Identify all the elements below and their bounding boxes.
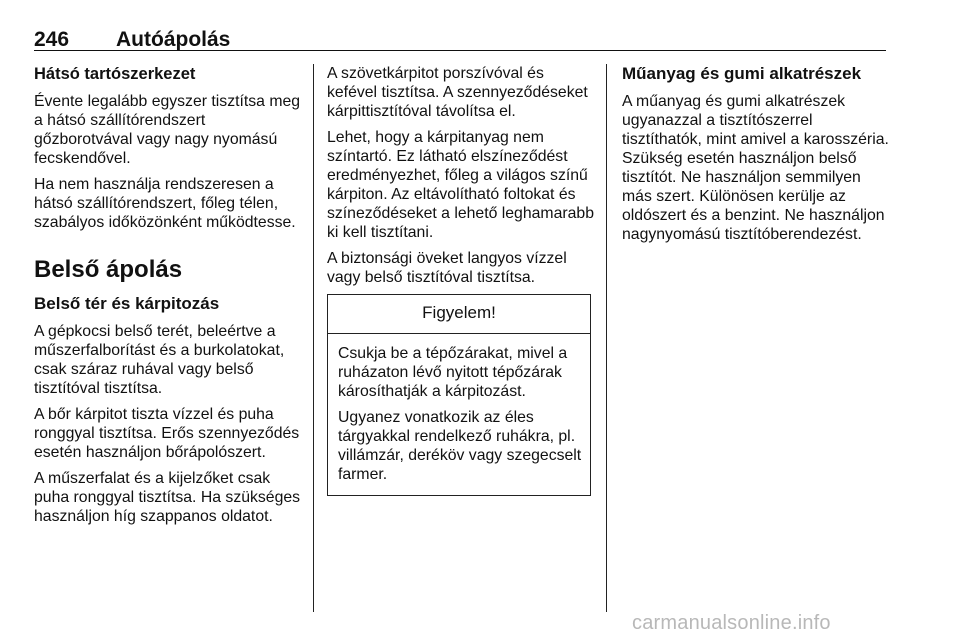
heading-rear-carrier: Hátsó tartószerkezet — [34, 65, 196, 83]
column-middle — [327, 64, 597, 496]
warning-paragraph: Ugyanez vonatkozik az éles tárgyakkal rendelkező ruhákra, pl. villámzár, deréköv vagy szegecselt farmer. — [338, 409, 582, 483]
section-title: Belső ápolás — [34, 256, 183, 283]
page-header — [34, 20, 886, 51]
heading-plastic-rubber: Műanyag és gumi alkatrészek — [622, 64, 862, 83]
paragraph: Ha nem használja rendszeresen a hátsó szállítórendszert, főleg télen, szabályos időközönként működtesse. — [34, 176, 296, 231]
warning-box — [327, 294, 591, 496]
paragraph: A szövetkárpitot porszívóval és kefével tisztítsa. A szennyeződéseket kárpittisztítóval távolítsa el. — [327, 65, 588, 120]
watermark: carmanualsonline.info — [632, 612, 831, 634]
warning-body — [328, 334, 590, 495]
column-divider — [606, 64, 607, 612]
paragraph: A bőr kárpitot tiszta vízzel és puha ronggyal tisztítsa. Erős szennyeződés esetén használjon bőrápolószert. — [34, 406, 300, 461]
column-divider — [313, 64, 314, 612]
paragraph: A műszerfalat és a kijelzőket csak puha ronggyal tisztítsa. Ha szükséges használjon híg szappanos oldatot. — [34, 470, 301, 525]
column-right — [622, 64, 894, 251]
page-number: 246 — [34, 28, 70, 51]
paragraph: A műanyag és gumi alkatrészek ugyanazzal a tisztítószerrel tisztíthatók, mint amivel a karosszéria. Szükség esetén használjon belső tisztítót. Ne használjon semmilyen más szert. Különösen kerülje az oldószert és a benzint. Ne használjon nagynyomású tisztítóberendezést. — [622, 93, 889, 243]
column-left — [34, 64, 304, 533]
warning-paragraph: Csukja be a tépőzárakat, mivel a ruházaton lévő nyitott tépőzárak károsíthatják a kárpitozást. — [338, 345, 568, 400]
paragraph: A gépkocsi belső terét, beleértve a műszerfalborítást és a burkolatokat, csak száraz ruhával vagy belső tisztítóval tisztítsa. — [34, 323, 285, 397]
heading-interior-upholstery: Belső tér és kárpitozás — [34, 294, 220, 313]
paragraph: Évente legalább egyszer tisztítsa meg a hátsó szállítórendszert gőzborotvával vagy nagy nyomású fecskendővel. — [34, 93, 301, 167]
warning-title: Figyelem! — [328, 295, 590, 334]
chapter-title: Autóápolás — [116, 28, 231, 51]
paragraph: Lehet, hogy a kárpitanyag nem színtartó. Ez látható elszíneződést eredményezhet, főleg a világos színű kárpiton. Az eltávolítható foltokat és színeződéseket a lehető leghamarabb ki kell tisztítani. — [327, 129, 594, 241]
paragraph: A biztonsági öveket langyos vízzel vagy belső tisztítóval tisztítsa. — [327, 250, 567, 286]
